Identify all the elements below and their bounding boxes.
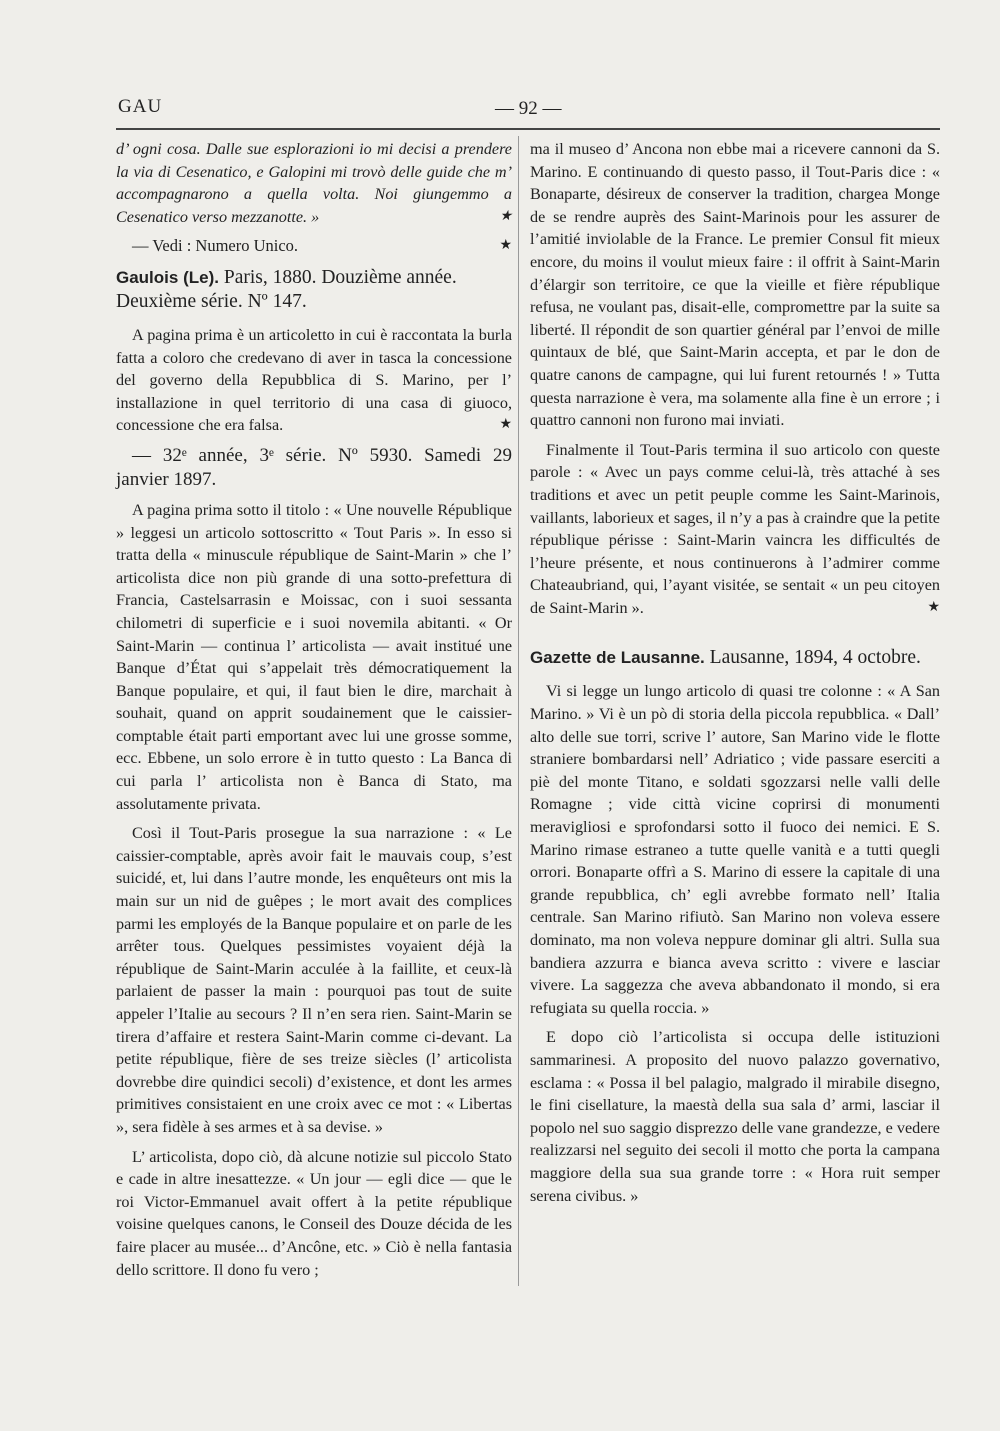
running-head bbox=[118, 96, 938, 118]
body-paragraph: L’ articolista, dopo ciò, dà alcune notizie sul piccolo Stato e cade in altre inesattezze. « Un jour — egli dice — que le roi Victor-Emmanuel avait offert à la petite république voisine quelques canons, le Conseil des Douze décida de les faire placer au musée... d’Ancône, etc. » Ciò è nella fantasia dello scrittore. Il dono fu vero ; bbox=[116, 1147, 512, 1279]
see-also-line: — Vedi : Numero Unico. ★ bbox=[132, 236, 512, 256]
intro-paragraph: d’ ogni cosa. Dalle sue esplorazioni io mi decisi a prendere la via di Cesenatico, e Galopini mi trovò delle guide che m’ accompagnarono a quella volta. Noi giungemmo a Cesenatico verso mezzanotte. » ★ bbox=[116, 140, 512, 226]
header-rule bbox=[116, 128, 940, 130]
page-number: — 92 — bbox=[495, 98, 562, 119]
body-paragraph: ma il museo d’ Ancona non ebbe mai a ricevere cannoni da S. Marino. E continuando di questo passo, il Tout-Paris dice : « Bonaparte, désireux de conserver la tradition, chargea Monge de se rendre auprès des Saint-Marinois pour les assurer de l’amitié inviolable de la France. Le premier Consul fit mieux encore, du moins il voulut mieux faire : il offrit à Saint-Marin d’élargir son territoire, ce que la vieille et fière république refusa, ne voulant pas, disait-elle, compromettre par la suite sa liberté. Il répondit de son quartier général par l’envoi de mille quintaux de blé, que Saint-Marin accepta, et par le don de quatre canons de campagne, qui lui furent retournés ! » Tutta questa narrazione è vera, ma solamente alla fine è un errore ; i quattro cannoni non furono mai inviati. bbox=[530, 140, 940, 430]
entry-detail: Lausanne, 1894, 4 octobre. bbox=[709, 647, 921, 669]
star-icon: ★ bbox=[499, 238, 512, 254]
star-icon: ★ bbox=[927, 599, 940, 615]
spacer bbox=[530, 626, 940, 638]
body-paragraph: Così il Tout-Paris prosegue la sua narrazione : « Le caissier-comptable, après avoir fait le mauvais coup, s’est suicidé, et, lui dans l’autre monde, les enquêteurs ont mis la main sur un nid de guêpes ; le mort avait des complices parmi les employés de la Banque populaire et on parle de les arrêter tous. Quelques pessimistes voyaient déjà la république de Saint-Marin acculée à la faillite, et ceux-là parlaient de passer la main : pourquoi pas tout de suite appeler l’Italie au secours ? Il n’en sera rien. Saint-Marin se tirera d’affaire et restera Saint-Marin comme ci-devant. La petite république, fière de ses treize siècles (l’ articolista dovrebbe dire quindici secoli) d’existence, et dont les armes primitives consistaient en une croix avec ce mot : « Libertas », sera fidèle à ses armes et à sa devise. » bbox=[116, 824, 512, 1136]
left-column bbox=[116, 138, 512, 1288]
body-paragraph: A pagina prima sotto il titolo : « Une nouvelle République » leggesi un articolo sottoscritto « Tout Paris ». In esso si tratta della « minuscule république de Saint-Marin » che l’ articolista dice non più grande di una sotto-prefettura di Francia, Castelsarrasin e Moissac, con i suoi sessanta chilometri di superficie e i suoi novemila abitanti. « Or Saint-Marin — continua l’ articolista — avait institué une Banque d’État qui s’appelait très démocratiquement la Banque populaire, et qui, il faut bien le dire, marchait à souhait, quand on apprit soudainement que le caissier-comptable était parti emportant avec lui une grosse somme, ecc. Ebbene, un solo errore è in tutto questo : La Banca di cui parla l’ articolista non è Banca di Stato, ma assolutamente privata. bbox=[116, 500, 512, 813]
entry-title: Gazette de Lausanne. bbox=[530, 648, 705, 668]
entry-heading bbox=[530, 646, 940, 670]
sub-entry-heading: — 32ᵉ année, 3ᵉ série. Nº 5930. Samedi 29 janvier 1897. bbox=[116, 444, 512, 490]
section-heading: GAU bbox=[118, 96, 163, 117]
star-icon: ★ bbox=[499, 417, 512, 433]
body-paragraph: A pagina prima è un articoletto in cui è raccontata la burla fatta a coloro che credevano di aver in tasca la concessione del governo della Repubblica di S. Marino, per l’ installazione in quel territorio di una casa di giuoco, concessione che era falsa. ★ bbox=[116, 325, 512, 435]
body-paragraph: E dopo ciò l’articolista si occupa delle istituzioni sammarinesi. A proposito del nuovo palazzo governativo, esclama : « Possa il bel palagio, malgrado il mirabile disegno, le fini cisellature, la maestà della sua sala d’ armi, lasciar il popolo nel suo saggio disprezzo delle vane grandezze, e vedere realizzarsi nel seguito dei secoli il motto che porta la campana maggiore della sua sua grande torre : « Hora ruit semper serena civibus. » bbox=[530, 1028, 940, 1205]
star-icon: ★ bbox=[499, 208, 512, 224]
entry-detail: Paris, 1880. Douzième année. Deuxième série. Nº 147. bbox=[116, 266, 457, 312]
entry-heading bbox=[116, 266, 512, 314]
body-paragraph: Vi si legge un lungo articolo di quasi tre colonne : « A San Marino. » Vi è un pò di storia della piccola repubblica. « Dall’ alto delle sue torri, scrive l’ autore, San Marino vide le flotte straniere bombardarsi nell’ Adriatico ; vide passare eserciti a piè del monte Titano, e soldati sgozzarsi nelle valli delle Romagne ; vide città vicine coprirsi di monumenti meravigliosi e sprofondarsi sotto il fuoco dei nemici. E S. Marino rimase estraneo a tutte quelle vanità e a tutti quegli orrori. Bonaparte offrì a S. Marino di essere la capitale di una grande repubblica, ch’ egli avrebbe formato nell’ Italia centrale. San Marino rifiutò. San Marino non voleva essere dominato, ma non voleva neppure dominar gli altri. Sulla sua bandiera azzurra e bianca aveva scritto : vivere e lasciar vivere. La saggezza che aveva abbandonato il mondo, si era refugiata su quella roccia. » bbox=[530, 682, 940, 1017]
column-divider bbox=[518, 136, 519, 1286]
entry-title: Gaulois (Le). bbox=[116, 267, 219, 287]
right-column bbox=[530, 138, 940, 1214]
body-paragraph: Finalmente il Tout-Paris termina il suo articolo con queste parole : « Avec un pays comme celui-là, très attaché à ses traditions et avec un petit peuple comme les Saint-Marinois, vaillants, laborieux et sages, il n’y a pas à craindre que la petite république périsse : Saint-Marin vaincra les difficultés de l’heure présente, et nous continuerons à l’admirer comme Chateaubriand, qui, l’ayant visitée, se sentait « un peu citoyen de Saint-Marin ». ★ bbox=[530, 440, 940, 617]
